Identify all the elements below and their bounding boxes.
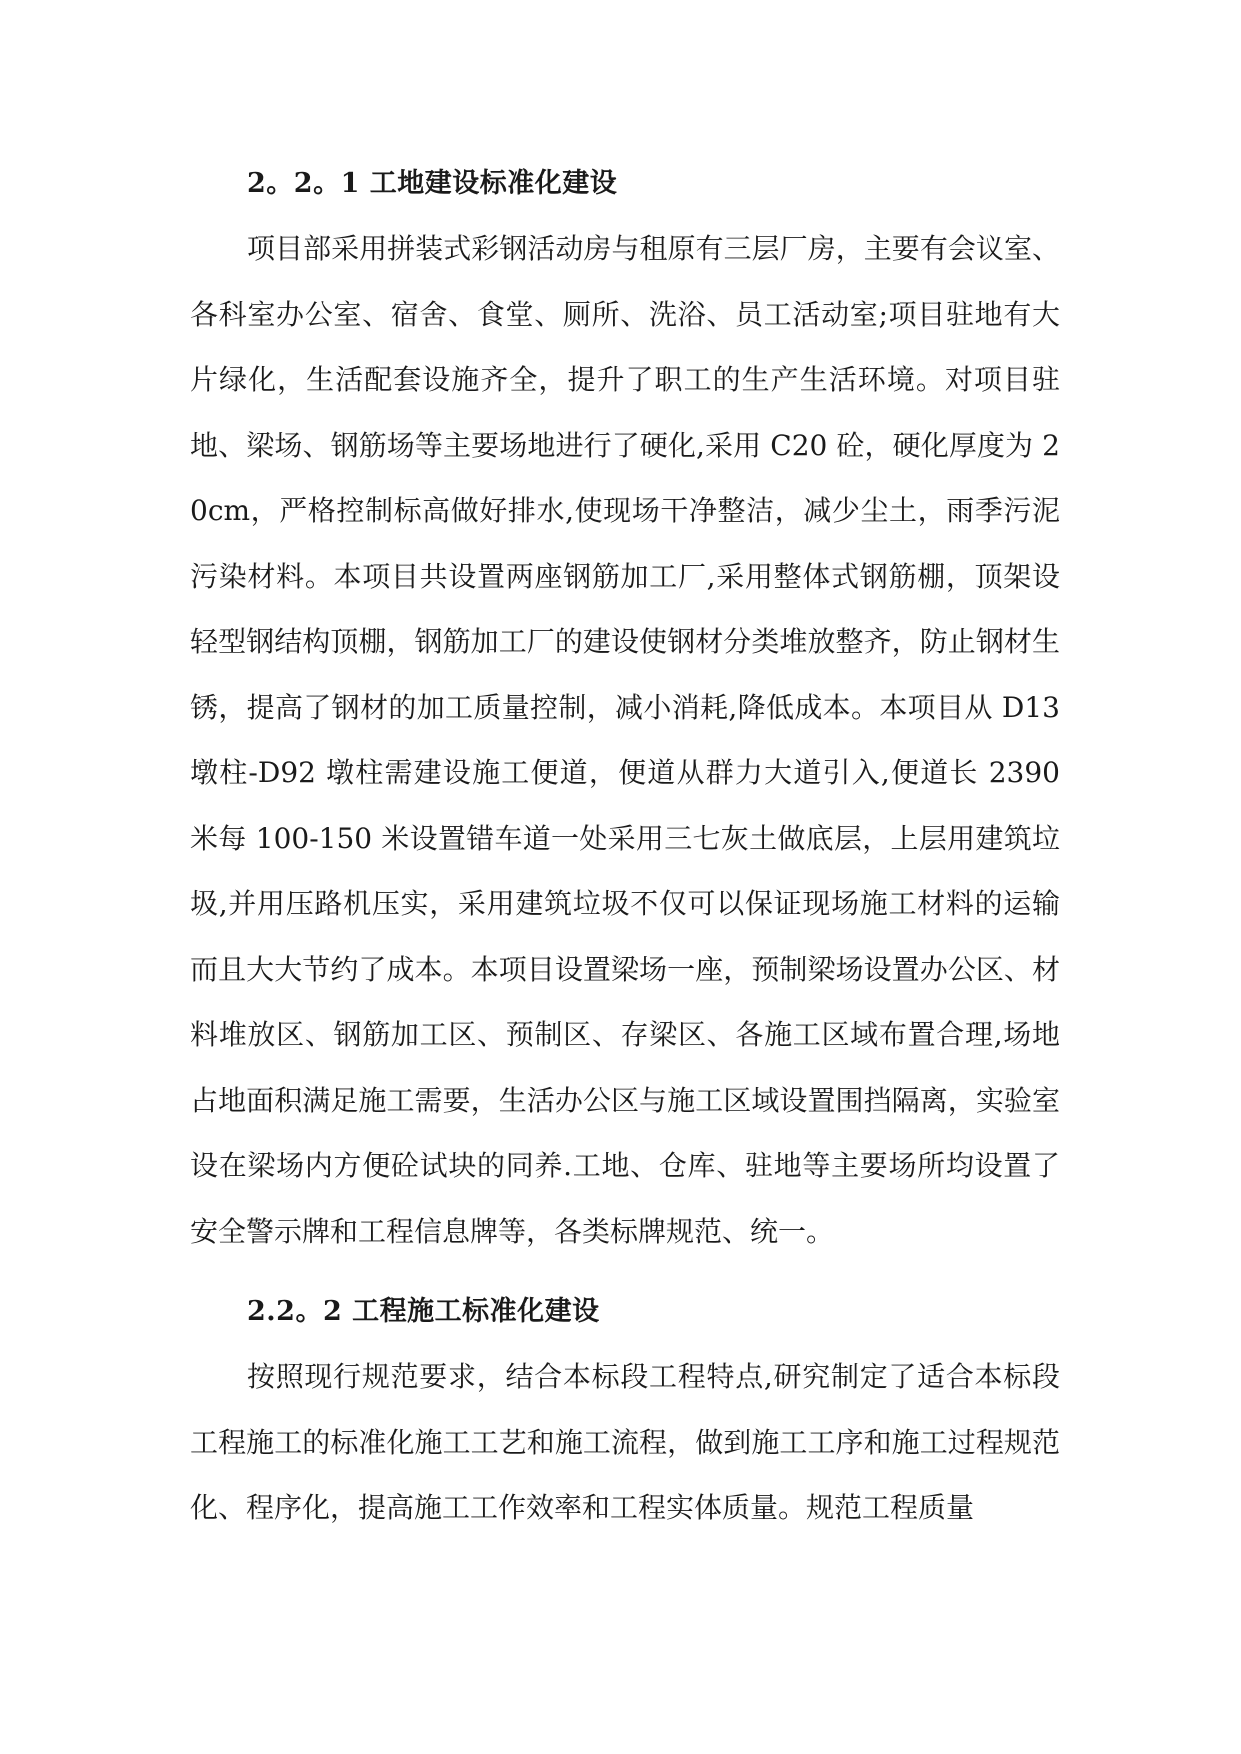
document-body [190, 158, 1060, 1541]
section-paragraph-2-2-1: 项目部采用拼装式彩钢活动房与租原有三层厂房，主要有会议室、各科室办公室、宿舍、食堂、厕所、洗浴、员工活动室;项目驻地有大片绿化，生活配套设施齐全，提升了职工的生产生活环境。对项目驻地、梁场、钢筋场等主要场地进行了硬化,采用 C20 砼，硬化厚度为 20cm，严格控制标高做好排水,使现场干净整洁，减少尘土，雨季污泥污染材料。本项目共设置两座钢筋加工厂,采用整体式钢筋棚，顶架设轻型钢结构顶棚，钢筋加工厂的建设使钢材分类堆放整齐，防止钢材生锈，提高了钢材的加工质量控制，减小消耗,降低成本。本项目从 D13 墩柱-D92 墩柱需建设施工便道，便道从群力大道引入,便道长 2390 米每 100-150 米设置错车道一处采用三七灰土做底层，上层用建筑垃圾,并用压路机压实，采用建筑垃圾不仅可以保证现场施工材料的运输而且大大节约了成本。本项目设置梁场一座，预制梁场设置办公区、材料堆放区、钢筋加工区、预制区、存梁区、各施工区域布置合理,场地占地面积满足施工需要，生活办公区与施工区域设置围挡隔离，实验室设在梁场内方便砼试块的同养.工地、仓库、驻地等主要场所均设置了安全警示牌和工程信息牌等，各类标牌规范、统一。 [190, 232, 1060, 1248]
section-paragraph-2-2-2: 按照现行规范要求，结合本标段工程特点,研究制定了适合本标段工程施工的标准化施工工艺和施工流程，做到施工工序和施工过程规范化、程序化，提高施工工作效率和工程实体质量。规范工程质量 [190, 1360, 1060, 1524]
section-heading-2-2-1: 2。2。1 工地建设标准化建设 [247, 168, 618, 199]
section-heading-2-2-2: 2.2。2 工程施工标准化建设 [247, 1296, 600, 1327]
